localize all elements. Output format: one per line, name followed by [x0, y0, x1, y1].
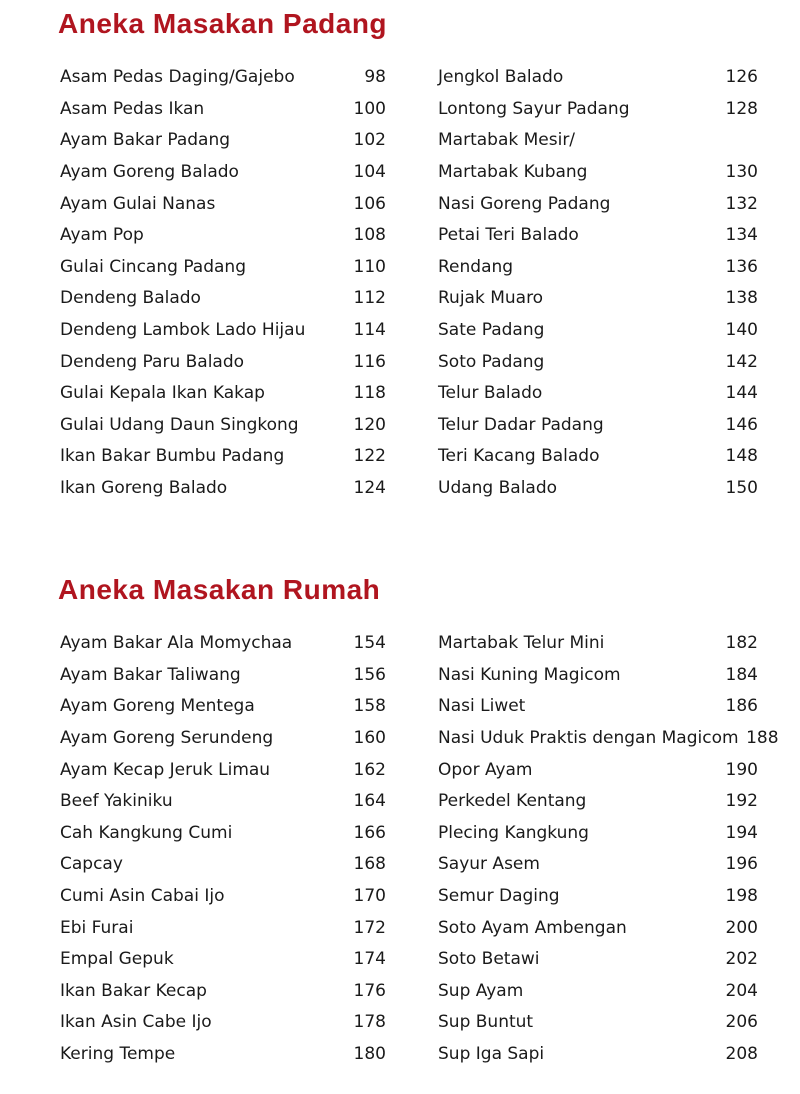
- recipe-name: Sup Ayam: [438, 980, 524, 1001]
- recipe-entry: [60, 818, 386, 850]
- recipe-name: Asam Pedas Daging/Gajebo: [60, 67, 295, 88]
- recipe-name: Telur Balado: [438, 383, 543, 404]
- page-number: 140: [725, 320, 758, 341]
- recipe-name: Soto Ayam Ambengan: [438, 917, 627, 938]
- page-number: 156: [353, 664, 386, 685]
- recipe-name: Ayam Goreng Balado: [60, 162, 239, 183]
- recipe-name: Asam Pedas Ikan: [60, 98, 205, 119]
- recipe-entry: [438, 660, 758, 692]
- recipe-entry: [60, 125, 386, 157]
- recipe-entry: [60, 628, 386, 660]
- recipe-name: Rendang: [438, 256, 514, 277]
- page-number: 128: [725, 98, 758, 119]
- page-number: 158: [353, 696, 386, 717]
- page-number: 106: [353, 193, 386, 214]
- recipe-name: Ikan Bakar Kecap: [60, 980, 207, 1001]
- page-number: 98: [364, 67, 386, 88]
- page-number: 136: [725, 256, 758, 277]
- recipe-name: Dendeng Balado: [60, 288, 201, 309]
- recipe-name: Ayam Bakar Taliwang: [60, 664, 241, 685]
- recipe-list-right: [438, 62, 758, 504]
- recipe-name: Martabak Kubang: [438, 162, 588, 183]
- recipe-name: Nasi Kuning Magicom: [438, 664, 621, 685]
- page-number: 186: [725, 696, 758, 717]
- recipe-entry: [60, 754, 386, 786]
- page-number: 104: [353, 162, 386, 183]
- recipe-entry: [60, 723, 386, 755]
- recipe-entry: [438, 628, 758, 660]
- recipe-entry: [438, 410, 758, 442]
- recipe-entry: [438, 125, 758, 157]
- recipe-entry: [60, 691, 386, 723]
- page-number: 208: [725, 1044, 758, 1065]
- recipe-entry: [438, 378, 758, 410]
- recipe-entry: [438, 786, 758, 818]
- page-number: 114: [353, 320, 386, 341]
- recipe-name: Beef Yakiniku: [60, 791, 173, 812]
- recipe-name: Plecing Kangkung: [438, 822, 589, 843]
- recipe-entry: [438, 94, 758, 126]
- page-number: 102: [353, 130, 386, 151]
- page-number: 174: [353, 949, 386, 970]
- recipe-name: Cah Kangkung Cumi: [60, 822, 233, 843]
- recipe-name: Dendeng Paru Balado: [60, 351, 245, 372]
- recipe-name: Soto Betawi: [438, 949, 540, 970]
- recipe-name: Udang Balado: [438, 478, 558, 499]
- page-number: 164: [353, 791, 386, 812]
- recipe-name: Perkedel Kentang: [438, 791, 587, 812]
- recipe-entry: [60, 849, 386, 881]
- recipe-entry: [438, 881, 758, 913]
- recipe-name: Dendeng Lambok Lado Hijau: [60, 320, 306, 341]
- page-number: 150: [725, 478, 758, 499]
- recipe-entry: [438, 220, 758, 252]
- recipe-name: Gulai Cincang Padang: [60, 256, 246, 277]
- page-number: 206: [725, 1012, 758, 1033]
- recipe-entry: [60, 188, 386, 220]
- recipe-name: Nasi Goreng Padang: [438, 193, 611, 214]
- page-number: 196: [725, 854, 758, 875]
- page-number: 188: [746, 728, 779, 749]
- page-number: 142: [725, 351, 758, 372]
- recipe-entry: [60, 912, 386, 944]
- page-number: 132: [725, 193, 758, 214]
- recipe-entry: [438, 1039, 758, 1071]
- recipe-name: Kering Tempe: [60, 1044, 176, 1065]
- recipe-name: Semur Daging: [438, 886, 560, 907]
- recipe-entry: [60, 944, 386, 976]
- recipe-entry: [438, 62, 758, 94]
- page-number: 138: [725, 288, 758, 309]
- page-number: 170: [353, 886, 386, 907]
- recipe-name: Lontong Sayur Padang: [438, 98, 630, 119]
- recipe-name: Ikan Goreng Balado: [60, 478, 228, 499]
- page-number: 200: [725, 917, 758, 938]
- recipe-entry: [438, 818, 758, 850]
- page-number: 194: [725, 822, 758, 843]
- recipe-entry: [60, 410, 386, 442]
- recipe-entry: [60, 976, 386, 1008]
- page-number: 154: [353, 633, 386, 654]
- recipe-entry: [438, 691, 758, 723]
- page-number: 160: [353, 728, 386, 749]
- page-number: 178: [353, 1012, 386, 1033]
- recipe-name: Telur Dadar Padang: [438, 414, 604, 435]
- recipe-entry: [438, 754, 758, 786]
- recipe-name: Petai Teri Balado: [438, 225, 579, 246]
- recipe-entry: [438, 473, 758, 505]
- recipe-name: Cumi Asin Cabai Ijo: [60, 886, 225, 907]
- recipe-entry: [438, 315, 758, 347]
- recipe-name: Nasi Uduk Praktis dengan Magicom: [438, 728, 739, 749]
- page-number: 204: [725, 980, 758, 1001]
- page-number: 198: [725, 886, 758, 907]
- page-number: 176: [353, 980, 386, 1001]
- page-number: 130: [725, 162, 758, 183]
- recipe-entry: [60, 1039, 386, 1071]
- recipe-name: Sate Padang: [438, 320, 545, 341]
- recipe-entry: [438, 157, 758, 189]
- recipe-entry: [60, 346, 386, 378]
- page-number: 124: [353, 478, 386, 499]
- recipe-entry: [438, 346, 758, 378]
- recipe-list-left: [60, 628, 386, 1070]
- recipe-entry: [438, 849, 758, 881]
- page-number: 192: [725, 791, 758, 812]
- page-number: 180: [353, 1044, 386, 1065]
- recipe-name: Capcay: [60, 854, 123, 875]
- recipe-name: Martabak Telur Mini: [438, 633, 605, 654]
- page-number: 202: [725, 949, 758, 970]
- page-number: 110: [353, 256, 386, 277]
- recipe-name: Ayam Pop: [60, 225, 144, 246]
- recipe-name: Sup Iga Sapi: [438, 1044, 545, 1065]
- page-number: 126: [725, 67, 758, 88]
- recipe-name: Empal Gepuk: [60, 949, 174, 970]
- recipe-entry: [60, 441, 386, 473]
- recipe-name: Gulai Udang Daun Singkong: [60, 414, 299, 435]
- page-number: 118: [353, 383, 386, 404]
- recipe-list-left: [60, 62, 386, 504]
- recipe-name: Soto Padang: [438, 351, 545, 372]
- recipe-entry: [438, 188, 758, 220]
- page-number: 116: [353, 351, 386, 372]
- page-number: 120: [353, 414, 386, 435]
- recipe-entry: [60, 94, 386, 126]
- page-number: 144: [725, 383, 758, 404]
- recipe-entry: [438, 441, 758, 473]
- page-number: 190: [725, 759, 758, 780]
- page-number: 112: [353, 288, 386, 309]
- recipe-entry: [60, 1007, 386, 1039]
- recipe-entry: [438, 944, 758, 976]
- recipe-entry: [438, 1007, 758, 1039]
- recipe-entry: [60, 378, 386, 410]
- recipe-name: Rujak Muaro: [438, 288, 544, 309]
- recipe-entry: [438, 723, 779, 755]
- recipe-name: Ayam Bakar Padang: [60, 130, 231, 151]
- page-number: 122: [353, 446, 386, 467]
- page-number: 182: [725, 633, 758, 654]
- recipe-entry: [60, 157, 386, 189]
- recipe-name: Ebi Furai: [60, 917, 134, 938]
- recipe-name: Sup Buntut: [438, 1012, 534, 1033]
- recipe-name: Ayam Goreng Mentega: [60, 696, 255, 717]
- section-title: Aneka Masakan Padang: [58, 8, 388, 39]
- recipe-entry: [60, 220, 386, 252]
- recipe-entry: [438, 252, 758, 284]
- page-number: 184: [725, 664, 758, 685]
- recipe-entry: [60, 252, 386, 284]
- recipe-name: Jengkol Balado: [438, 67, 564, 88]
- recipe-entry: [438, 283, 758, 315]
- recipe-entry: [438, 912, 758, 944]
- page-number: 108: [353, 225, 386, 246]
- recipe-name: Sayur Asem: [438, 854, 540, 875]
- page-number: 168: [353, 854, 386, 875]
- page-number: 146: [725, 414, 758, 435]
- recipe-entry: [438, 976, 758, 1008]
- recipe-entry: [60, 315, 386, 347]
- recipe-entry: [60, 283, 386, 315]
- page-number: 166: [353, 822, 386, 843]
- recipe-name: Ikan Bakar Bumbu Padang: [60, 446, 285, 467]
- page-number: 148: [725, 446, 758, 467]
- recipe-name: Opor Ayam: [438, 759, 533, 780]
- recipe-name: Ayam Bakar Ala Momychaa: [60, 633, 293, 654]
- recipe-entry: [60, 660, 386, 692]
- recipe-entry: [60, 881, 386, 913]
- recipe-name: Ayam Kecap Jeruk Limau: [60, 759, 271, 780]
- recipe-name: Teri Kacang Balado: [438, 446, 600, 467]
- page-number: 134: [725, 225, 758, 246]
- recipe-name: Ayam Gulai Nanas: [60, 193, 216, 214]
- page-number: 172: [353, 917, 386, 938]
- recipe-name: Gulai Kepala Ikan Kakap: [60, 383, 265, 404]
- page-number: 100: [353, 98, 386, 119]
- recipe-name: Martabak Mesir/: [438, 130, 576, 151]
- recipe-list-right: [438, 628, 779, 1070]
- section-title: Aneka Masakan Rumah: [58, 574, 381, 605]
- recipe-entry: [60, 786, 386, 818]
- recipe-name: Ayam Goreng Serundeng: [60, 728, 274, 749]
- recipe-entry: [60, 62, 386, 94]
- recipe-entry: [60, 473, 386, 505]
- recipe-name: Nasi Liwet: [438, 696, 526, 717]
- recipe-name: Ikan Asin Cabe Ijo: [60, 1012, 212, 1033]
- page-number: 162: [353, 759, 386, 780]
